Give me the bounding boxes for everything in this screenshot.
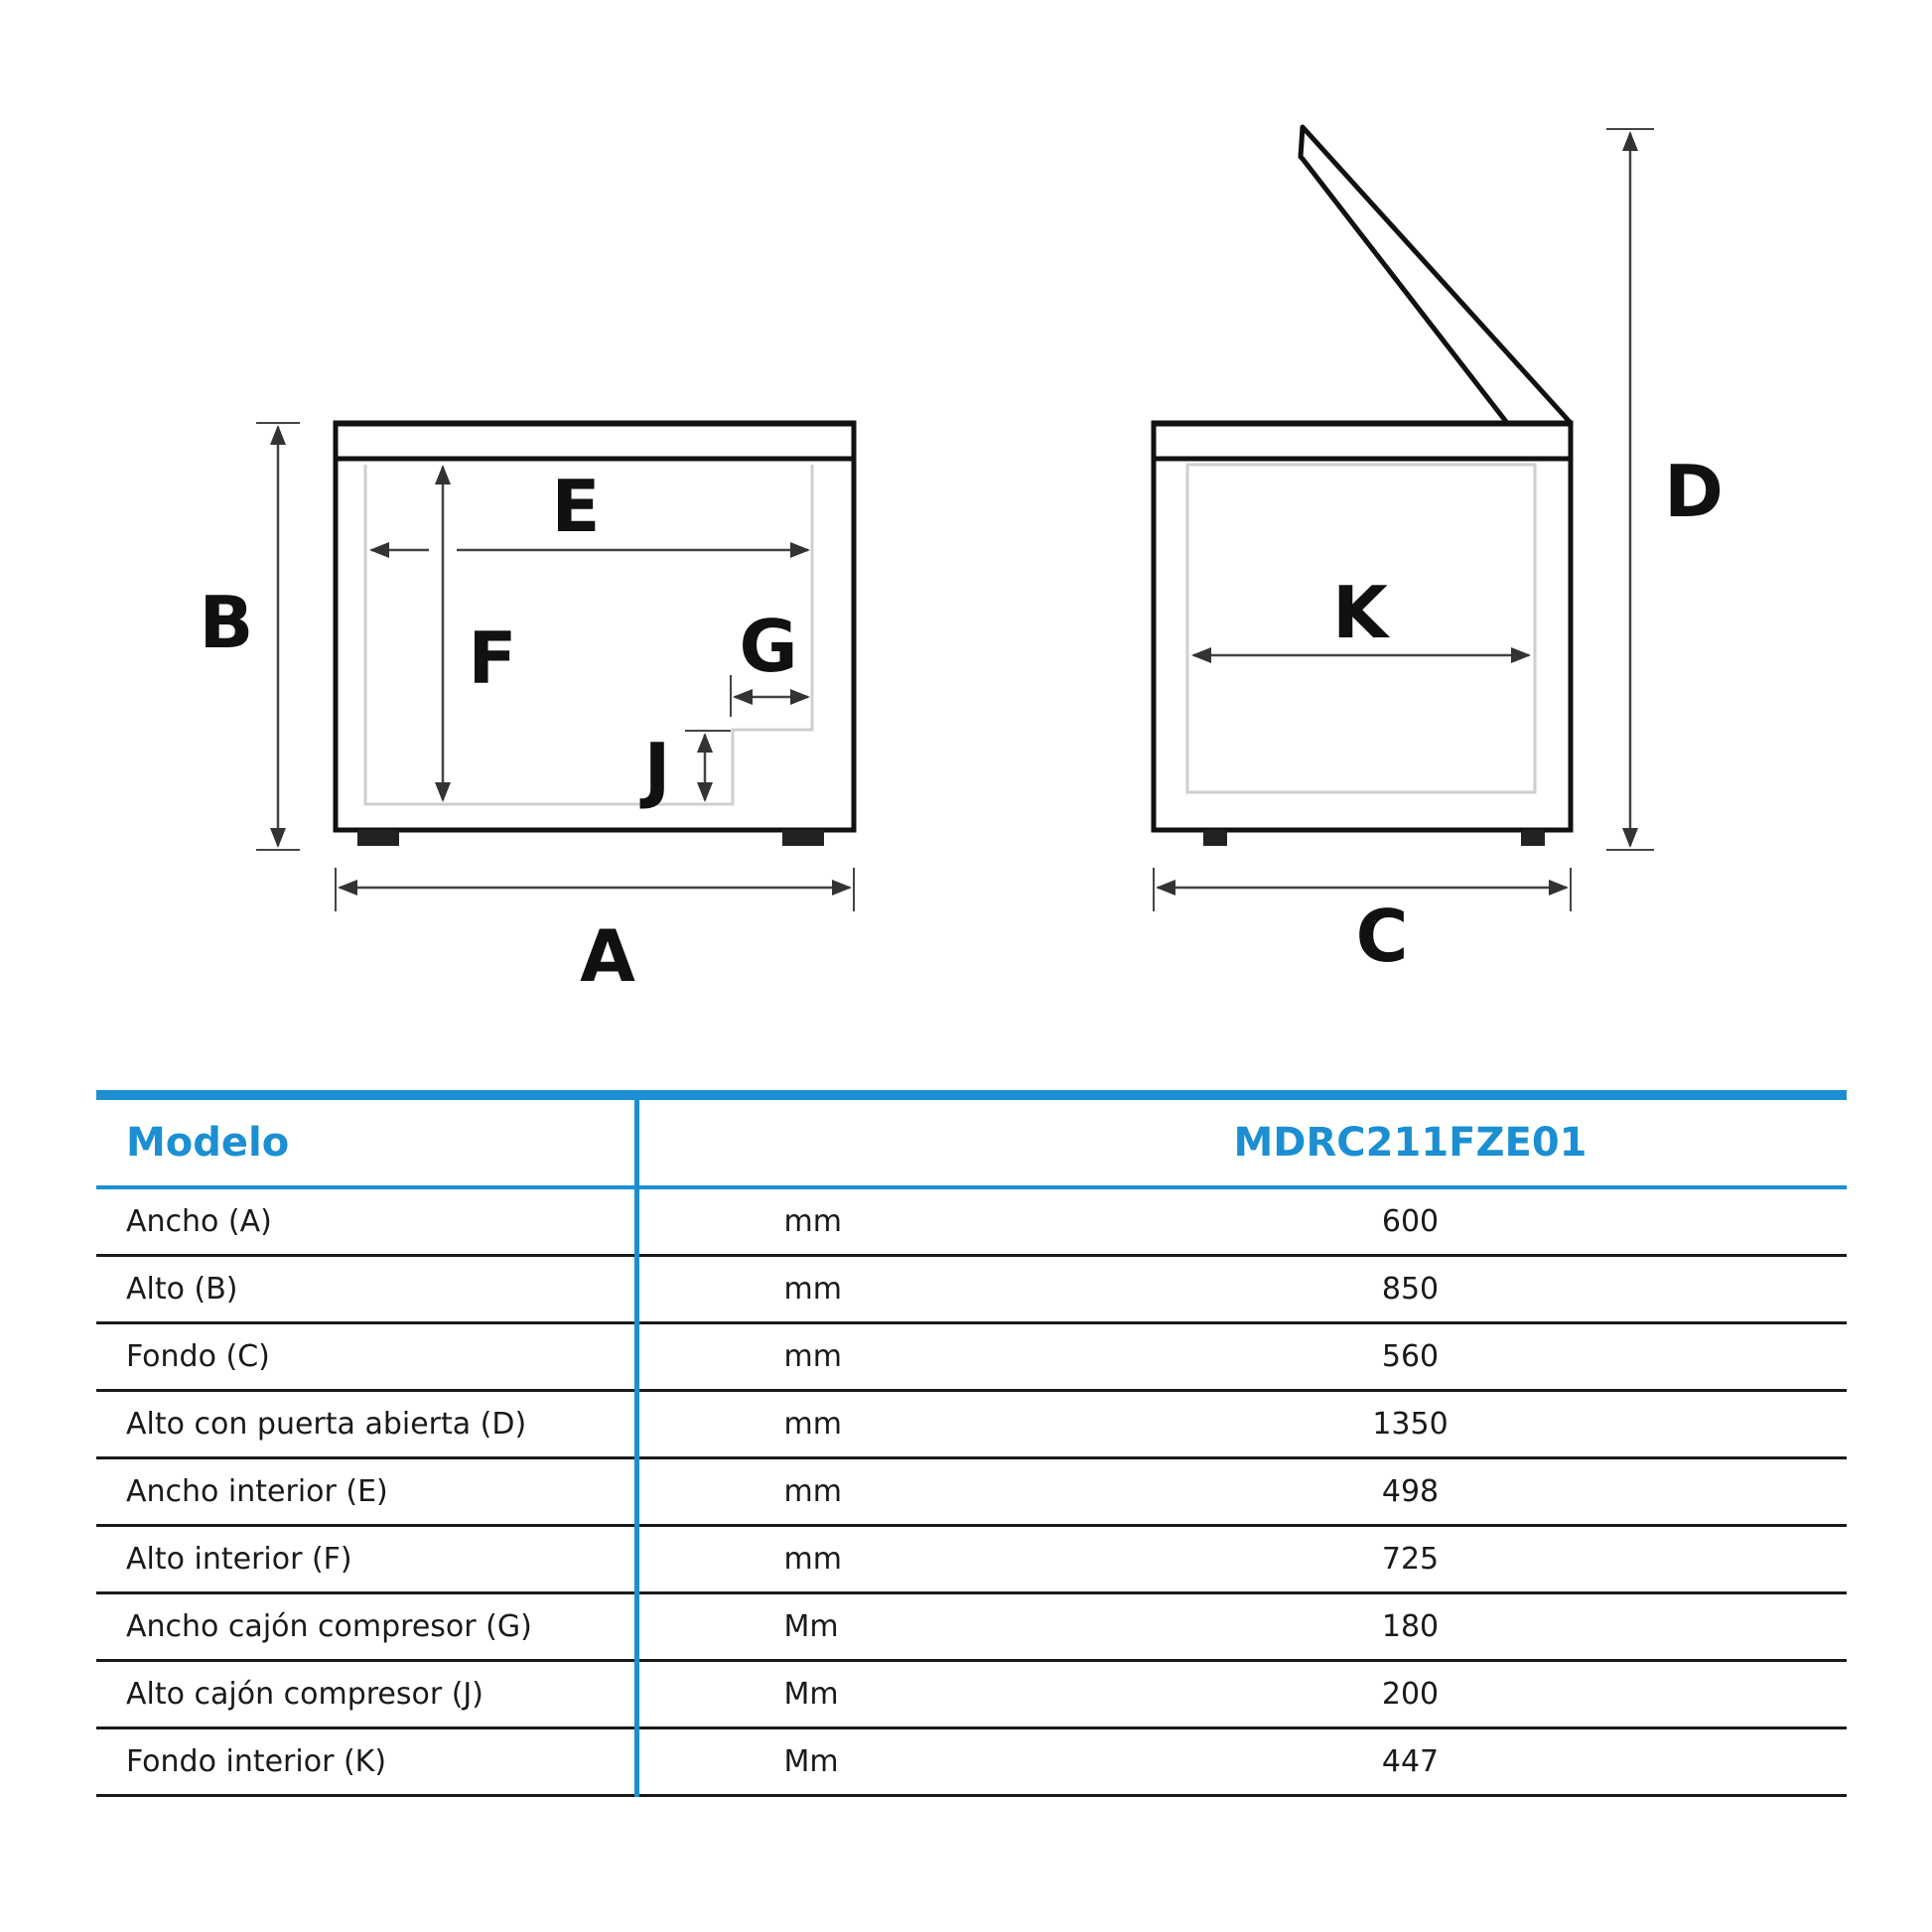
spec-unit: mm [636,1323,974,1391]
side-foot-left [1203,830,1227,846]
spec-unit: mm [636,1458,974,1526]
table-row [96,1323,1847,1391]
side-view [1154,127,1724,978]
spec-value: 850 [974,1256,1847,1323]
table-row [96,1593,1847,1661]
spec-name: Ancho interior (E) [96,1458,636,1526]
spec-name: Ancho cajón compresor (G) [96,1593,636,1661]
label-f: F [468,617,517,700]
label-c: C [1355,895,1409,978]
model-code: MDRC211FZE01 [1233,1120,1587,1166]
spec-unit: mm [636,1391,974,1458]
table-row [96,1458,1847,1526]
spec-value: 447 [974,1728,1847,1796]
front-view [200,423,854,998]
spec-name: Fondo (C) [96,1323,636,1391]
spec-header-row [96,1095,1847,1187]
label-d: D [1664,450,1724,533]
label-a: A [580,914,635,998]
table-row [96,1661,1847,1728]
open-lid [1301,127,1571,423]
spec-value: 200 [974,1661,1847,1728]
spec-name: Ancho (A) [96,1187,636,1256]
spec-table [96,1090,1847,1797]
table-row [96,1526,1847,1593]
spec-name: Alto (B) [96,1256,636,1323]
spec-unit: mm [636,1256,974,1323]
label-k: K [1332,571,1388,654]
unit-header [636,1095,974,1187]
front-foot-right [782,830,824,846]
spec-unit: mm [636,1187,974,1256]
front-foot-left [357,830,399,846]
label-g: G [739,605,798,688]
spec-name: Alto con puerta abierta (D) [96,1391,636,1458]
spec-unit: Mm [636,1661,974,1728]
model-label: Modelo [96,1095,636,1187]
spec-value: 498 [974,1458,1847,1526]
label-b: B [199,581,254,664]
table-row [96,1391,1847,1458]
spec-value: 1350 [974,1391,1847,1458]
side-foot-right [1521,830,1545,846]
table-row [96,1256,1847,1323]
label-e: E [551,465,601,548]
table-row [96,1187,1847,1256]
spec-value: 180 [974,1593,1847,1661]
spec-value: 560 [974,1323,1847,1391]
spec-name: Alto interior (F) [96,1526,636,1593]
table-row [96,1728,1847,1796]
label-j: J [643,728,671,811]
spec-unit: Mm [636,1728,974,1796]
spec-name: Fondo interior (K) [96,1728,636,1796]
spec-value: 725 [974,1526,1847,1593]
spec-name: Alto cajón compresor (J) [96,1661,636,1728]
spec-unit: mm [636,1526,974,1593]
spec-unit: Mm [636,1593,974,1661]
spec-value: 600 [974,1187,1847,1256]
